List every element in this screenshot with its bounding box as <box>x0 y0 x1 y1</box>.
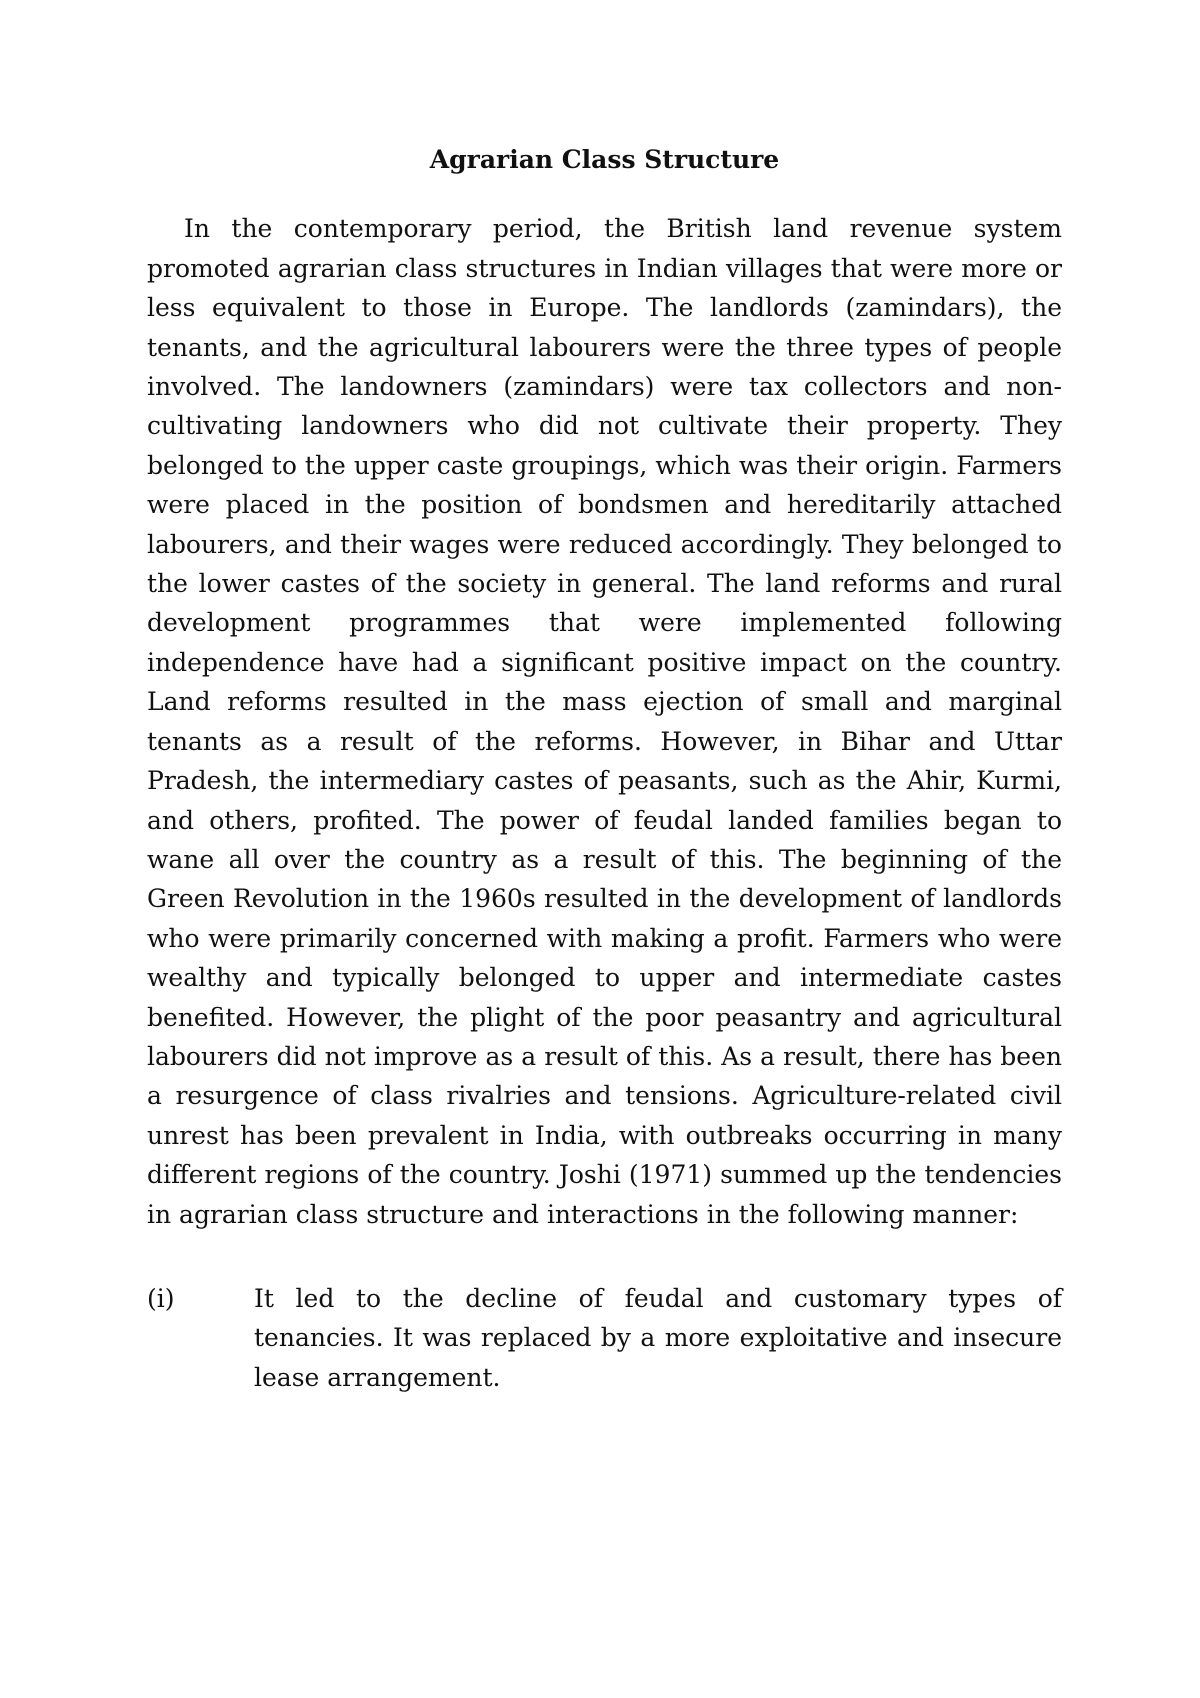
document-page <box>147 140 1062 1397</box>
list-item-marker: (i) <box>147 1283 175 1313</box>
list-item-text: It led to the decline of feudal and customary types of tenancies. It was replaced by a more exploitative and insecure lease arrangement. <box>254 1283 1062 1392</box>
list-item <box>147 1279 1062 1397</box>
numbered-list <box>147 1279 1062 1397</box>
body-paragraph: In the contemporary period, the British land revenue system promoted agrarian class structures in Indian villages that were more or less equivalent to those in Europe. The landlords (zamindars), the tenants, and the agricultural labourers were the three types of people involved. The landowners (zamindars) were tax collectors and non-cultivating landowners who did not cultivate their property. They belonged to the upper caste groupings, which was their origin. Farmers were placed in the position of bondsmen and hereditarily attached labourers, and their wages were reduced accordingly. They belonged to the lower castes of the society in general. The land reforms and rural development programmes that were implemented following independence have had a significant positive impact on the country. Land reforms resulted in the mass ejection of small and marginal tenants as a result of the reforms. However, in Bihar and Uttar Pradesh, the intermediary castes of peasants, such as the Ahir, Kurmi, and others, profited. The power of feudal landed families began to wane all over the country as a result of this. The beginning of the Green Revolution in the 1960s resulted in the development of landlords who were primarily concerned with making a profit. Farmers who were wealthy and typically belonged to upper and intermediate castes benefited. However, the plight of the poor peasantry and agricultural labourers did not improve as a result of this. As a result, there has been a resurgence of class rivalries and tensions. Agriculture-related civil unrest has been prevalent in India, with outbreaks occurring in many different regions of the country. Joshi (1971) summed up the tendencies in agrarian class structure and interactions in the following manner: <box>147 214 1062 1229</box>
document-title: Agrarian Class Structure <box>429 145 780 174</box>
